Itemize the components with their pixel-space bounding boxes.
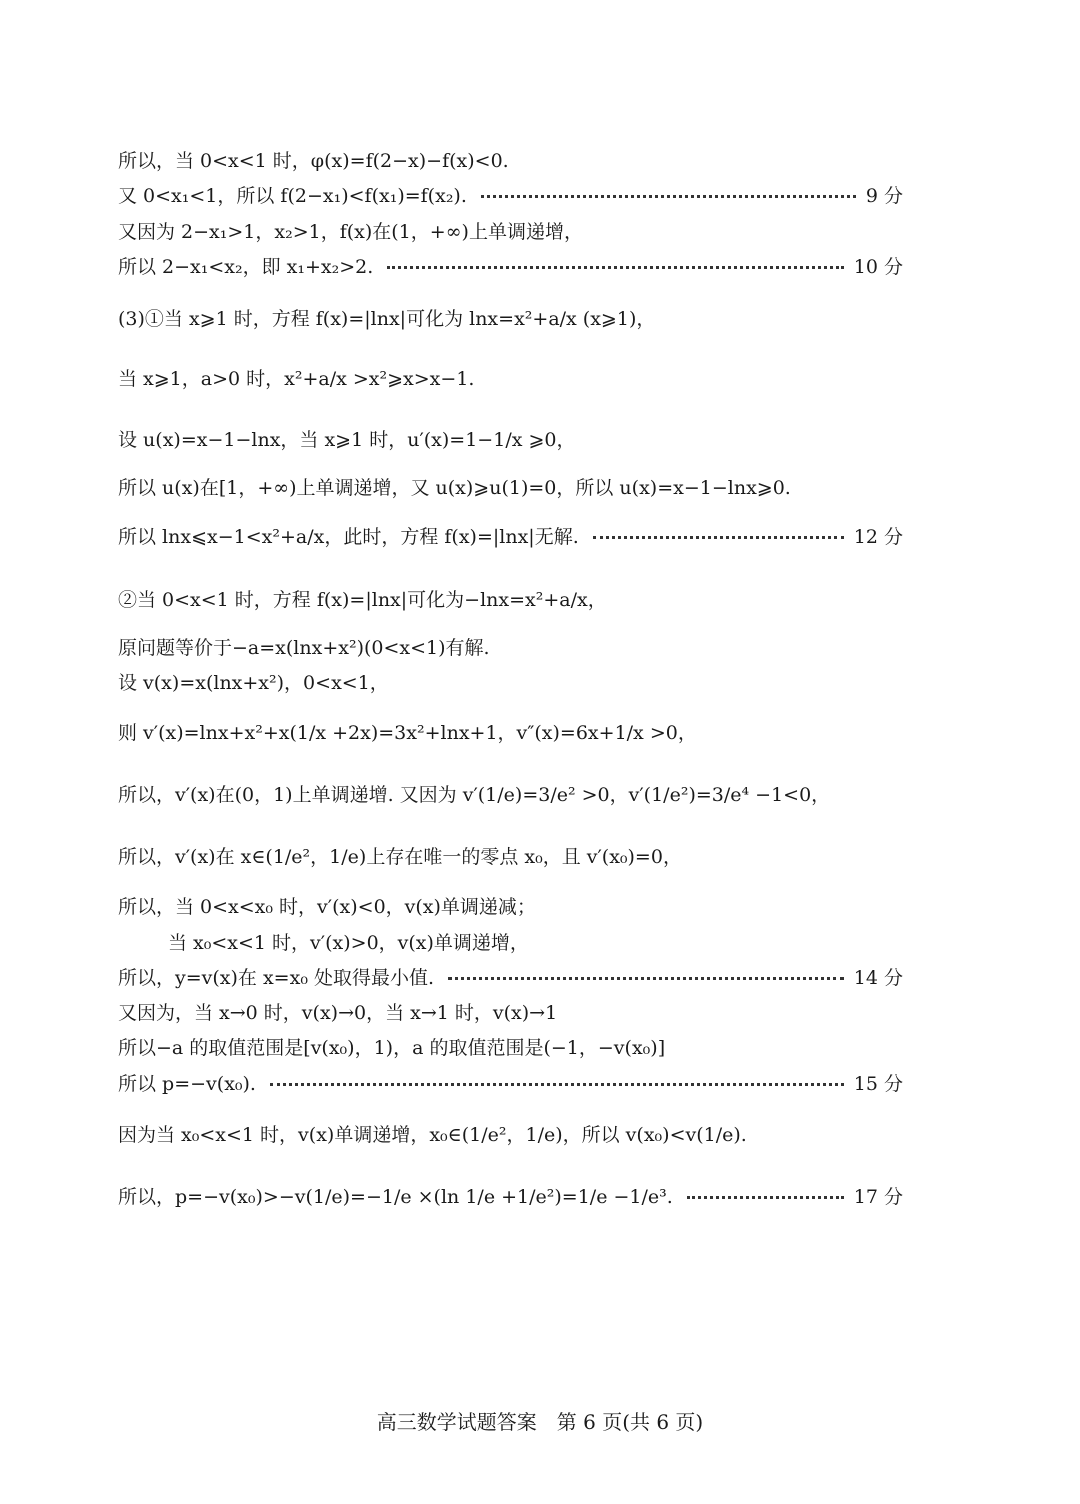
line-text: 所以 2−x₁<x₂，即 x₁+x₂>2.	[118, 255, 374, 278]
line-text: 又 0<x₁<1，所以 f(2−x₁)<f(x₁)=f(x₂).	[118, 184, 467, 207]
leader-dots	[593, 536, 844, 539]
solution-line-20	[118, 1031, 903, 1061]
line-text: 所以，当 0<x<1 时，φ(x)=f(2−x)−f(x)<0.	[118, 149, 509, 172]
solution-line-6	[118, 362, 903, 392]
solution-line-14	[118, 778, 903, 808]
line-text: 又因为，当 x→0 时，v(x)→0，当 x→1 时，v(x)→1	[118, 1001, 558, 1024]
solution-line-5	[118, 302, 903, 332]
solution-line-16	[118, 890, 903, 920]
score-label: 14 分	[853, 966, 903, 989]
line-text: 所以 p=−v(x₀).	[118, 1072, 256, 1095]
solution-line-9	[118, 520, 903, 550]
line-text: 所以−a 的取值范围是[v(x₀)，1)，a 的取值范围是(−1，−v(x₀)]	[118, 1036, 666, 1059]
leader-dots	[270, 1083, 844, 1086]
solution-line-4	[118, 250, 903, 280]
line-text: 则 v′(x)=lnx+x²+x(1/x +2x)=3x²+lnx+1，v″(x)=6x+1/x >0，	[118, 721, 697, 744]
line-text: 原问题等价于−a=x(lnx+x²)(0<x<1)有解.	[118, 636, 490, 659]
score-label: 15 分	[853, 1072, 903, 1095]
line-text: 所以 lnx⩽x−1<x²+a/x，此时，方程 f(x)=|lnx|无解.	[118, 525, 579, 548]
score-label: 17 分	[853, 1185, 903, 1208]
line-text: 当 x₀<x<1 时，v′(x)>0，v(x)单调递增，	[168, 931, 529, 954]
solution-line-12	[118, 666, 903, 696]
line-text: 所以，当 0<x<x₀ 时，v′(x)<0，v(x)单调递减；	[118, 895, 536, 918]
leader-dots	[448, 977, 844, 980]
solution-line-11	[118, 631, 903, 661]
solution-line-7	[118, 423, 903, 453]
solution-line-21	[118, 1067, 903, 1097]
solution-line-22	[118, 1118, 903, 1148]
line-text: 因为当 x₀<x<1 时，v(x)单调递增，x₀∈(1/e²，1/e)，所以 v(x₀)<v(1/e).	[118, 1123, 747, 1146]
line-text: 又因为 2−x₁>1，x₂>1，f(x)在(1，+∞)上单调递增，	[118, 220, 583, 243]
line-text: 所以，v′(x)在 x∈(1/e²，1/e)上存在唯一的零点 x₀，且 v′(x₀)=0，	[118, 845, 682, 868]
leader-dots	[687, 1196, 844, 1199]
solution-line-1	[118, 144, 903, 174]
solution-line-13	[118, 716, 903, 746]
line-text: (3)①当 x⩾1 时，方程 f(x)=|lnx|可化为 lnx=x²+a/x (x⩾1)，	[118, 307, 656, 330]
solution-line-2	[118, 179, 903, 209]
line-text: 所以，v′(x)在(0，1)上单调递增. 又因为 v′(1/e)=3/e² >0，v′(1/e²)=3/e⁴ −1<0，	[118, 783, 831, 806]
leader-dots	[481, 195, 856, 198]
line-text: 设 v(x)=x(lnx+x²)，0<x<1，	[118, 671, 389, 694]
solution-line-18	[118, 961, 903, 991]
score-label: 9 分	[865, 184, 903, 207]
solution-line-23	[118, 1180, 903, 1210]
page-footer: 高三数学试题答案 第 6 页(共 6 页)	[376, 1410, 704, 1434]
solution-line-8	[118, 471, 903, 501]
leader-dots	[387, 266, 843, 269]
line-text: ②当 0<x<1 时，方程 f(x)=|lnx|可化为−lnx=x²+a/x，	[118, 588, 607, 611]
line-text: 所以，p=−v(x₀)>−v(1/e)=−1/e ×(ln 1/e +1/e²)=1/e −1/e³.	[118, 1185, 673, 1208]
solution-line-10	[118, 583, 903, 613]
line-text: 设 u(x)=x−1−lnx，当 x⩾1 时，u′(x)=1−1/x ⩾0，	[118, 428, 576, 451]
line-text: 所以 u(x)在[1，+∞)上单调递增，又 u(x)⩾u(1)=0，所以 u(x)=x−1−lnx⩾0.	[118, 476, 791, 499]
solution-line-3	[118, 215, 903, 245]
line-text: 所以，y=v(x)在 x=x₀ 处取得最小值.	[118, 966, 435, 989]
solution-line-19	[118, 996, 903, 1026]
line-text: 当 x⩾1，a>0 时，x²+a/x >x²⩾x>x−1.	[118, 367, 475, 390]
score-label: 12 分	[853, 525, 903, 548]
solution-line-17	[168, 926, 903, 956]
score-label: 10 分	[853, 255, 903, 278]
solution-line-15	[118, 840, 903, 870]
